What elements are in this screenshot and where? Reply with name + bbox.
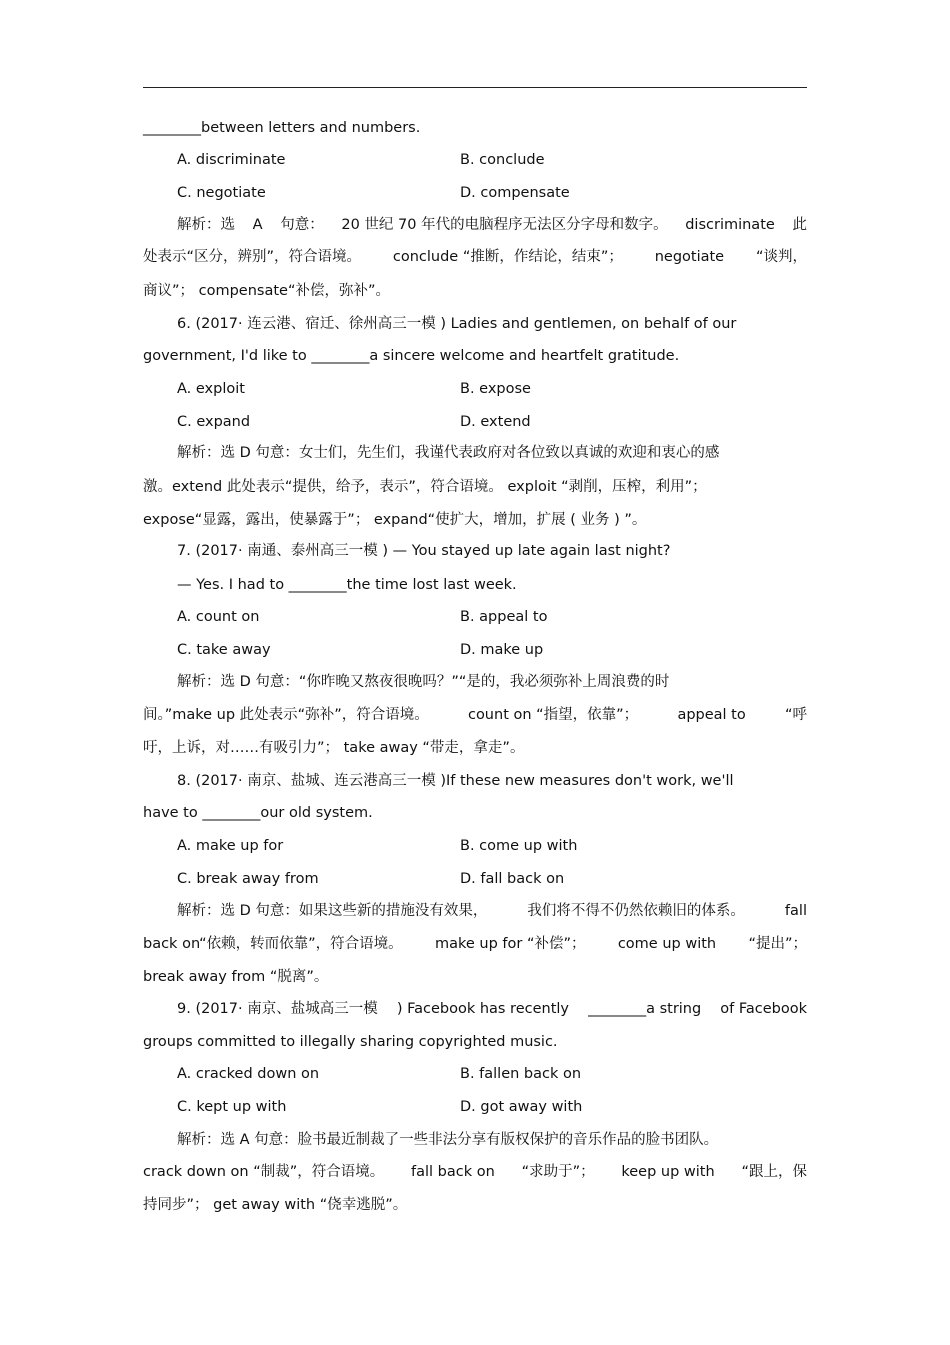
q7-option-b: B. appeal to <box>460 609 548 625</box>
q6-option-a: A. exploit <box>177 381 245 397</box>
q8-stem-line-2: have to ________our old system. <box>143 805 373 821</box>
q8-option-c: C. break away from <box>177 871 319 887</box>
q5-option-a: A. discriminate <box>177 152 286 168</box>
q9-stem-line-2: groups committed to illegally sharing copyrighted music. <box>143 1034 558 1050</box>
q8-option-b: B. come up with <box>460 838 578 854</box>
q8-option-a: A. make up for <box>177 838 284 854</box>
q5-option-b: B. conclude <box>460 152 545 168</box>
q7-stem-line-2: — Yes. I had to ________the time lost last week. <box>177 577 517 593</box>
q9-analysis-line-1: 解析：选 A 句意：脸书最近制裁了一些非法分享有版权保护的音乐作品的脸书团队。 <box>177 1132 719 1148</box>
q5-analysis-line-2: 处表示“区分，辨别”，符合语境。 conclude “推断，作结论，结束”； negotiate “谈判， <box>143 249 807 265</box>
q9-option-a: A. cracked down on <box>177 1066 320 1082</box>
q9-analysis-line-2: crack down on “制裁”，符合语境。 fall back on “求助于”； keep up with “跟上，保 <box>143 1164 807 1180</box>
q8-option-d: D. fall back on <box>460 871 565 887</box>
q9-analysis-line-3: 持同步”； get away with “侥幸逃脱”。 <box>143 1197 408 1213</box>
q8-analysis-line-2: back on“依赖，转而依靠”，符合语境。 make up for “补偿”； come up with “提出”； <box>143 936 807 952</box>
q9-option-c: C. kept up with <box>177 1099 287 1115</box>
q9-stem-line-1: 9. (2017· 南京、盐城高三一模 ) Facebook has recently ________a string of Facebook <box>177 1001 807 1017</box>
q7-option-a: A. count on <box>177 609 260 625</box>
q7-analysis-line-2: 间。”make up 此处表示“弥补”，符合语境。 count on “指望，依靠”； appeal to “呼 <box>143 707 807 723</box>
q8-stem-line-1: 8. (2017· 南京、盐城、连云港高三一模 )If these new measures don't work, we'll <box>177 773 734 789</box>
q6-analysis-line-2: 激。extend 此处表示“提供，给予，表示”，符合语境。 exploit “剥削，压榨，利用”； <box>143 479 707 495</box>
q6-option-c: C. expand <box>177 414 251 430</box>
q5-analysis-line-1: 解析：选 A 句意： 20 世纪 70 年代的电脑程序无法区分字母和数字。 discriminate 此 <box>177 217 807 233</box>
q8-analysis-line-1: 解析：选 D 句意：如果这些新的措施没有效果， 我们将不得不仍然依赖旧的体系。 fall <box>177 903 807 919</box>
q7-analysis-line-1: 解析：选 D 句意：“你昨晚又熬夜很晚吗？”“是的，我必须弥补上周浪费的时 <box>177 674 670 690</box>
q6-option-b: B. expose <box>460 381 531 397</box>
q5-option-c: C. negotiate <box>177 185 266 201</box>
q7-stem-line-1: 7. (2017· 南通、泰州高三一模 ) — You stayed up late again last night? <box>177 543 671 559</box>
q6-option-d: D. extend <box>460 414 531 430</box>
q6-analysis-line-3: expose“显露，露出，使暴露于”； expand“使扩大，增加，扩展 ( 业务 ) ”。 <box>143 512 647 528</box>
q9-option-b: B. fallen back on <box>460 1066 582 1082</box>
q7-option-c: C. take away <box>177 642 271 658</box>
question-5-stem-end: ________between letters and numbers. <box>143 120 421 136</box>
q6-analysis-line-1: 解析：选 D 句意：女士们，先生们，我谨代表政府对各位致以真诚的欢迎和衷心的感 <box>177 445 720 461</box>
q7-analysis-line-3: 吁，上诉，对……有吸引力”； take away “带走，拿走”。 <box>143 740 525 756</box>
q7-option-d: D. make up <box>460 642 544 658</box>
q5-option-d: D. compensate <box>460 185 570 201</box>
q5-analysis-line-3: 商议”； compensate“补偿，弥补”。 <box>143 283 390 299</box>
q6-stem-line-2: government, I'd like to ________a sincere welcome and heartfelt gratitude. <box>143 348 680 364</box>
q9-option-d: D. got away with <box>460 1099 583 1115</box>
q6-stem-line-1: 6. (2017· 连云港、宿迁、徐州高三一模 ) Ladies and gentlemen, on behalf of our <box>177 316 737 332</box>
q8-analysis-line-3: break away from “脱离”。 <box>143 969 329 985</box>
header-rule <box>143 87 807 88</box>
